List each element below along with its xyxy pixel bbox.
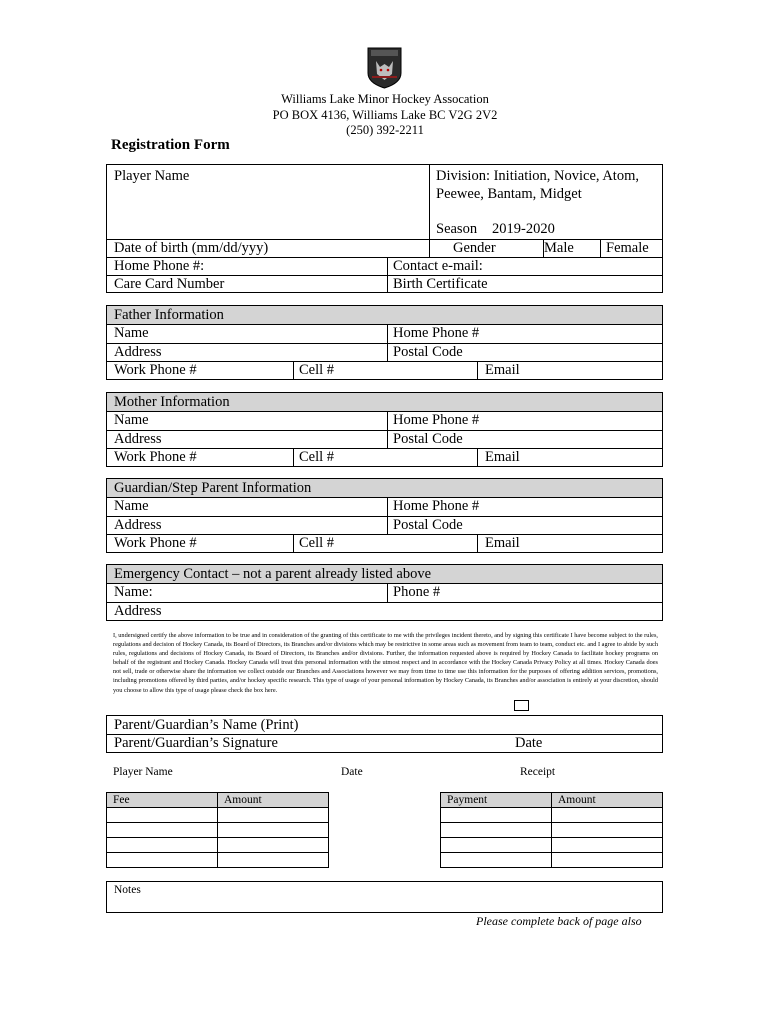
contact-email-label[interactable]: Contact e-mail:: [393, 258, 483, 274]
care-card-label[interactable]: Care Card Number: [114, 276, 225, 292]
fee-cell[interactable]: [107, 853, 218, 868]
org-phone: (250) 392-2211: [346, 123, 424, 137]
consent-paragraph: I, undersigned certify the above information to be true and in consideration of the granting of this certificate to me with the privileges incident thereto, and by signing this certificate I have become subject to the rules, regulations and decision of Hockey Canada, its Board of Directors, its Branches and/or divisions which may be restrictive in some areas such as movement from team to team, conduct etc. and I agree to abide by such rules, regulations and decisions of Hockey Canada, its Board of Directors, its Branches and/or divisions. Further, the information requested above is required by Hockey Canada to facilitate hockey programs on behalf of the registrant and Hockey Canada. Hockey Canada will treat this personal information with the utmost respect and in accordance with the Hockey Canada Privacy Policy at all times. Hockey Canada does not sell, trade or otherwise share the information we collect outside our Branches and Associations however we may from time to time use this information for the purposes of offering addition services, promotions, including promotions offered by third parties, and/or hockey specific research. This type of usage of your personal information by Hockey Canada, its Branches and/or association is entirely at your discretion, should you choose to allow this type of usage please check the box here.: [113, 632, 658, 694]
parent-name-label[interactable]: Parent/Guardian’s Name (Print): [114, 717, 299, 733]
fee-cell[interactable]: [107, 838, 218, 853]
emergency-heading: Emergency Contact – not a parent already listed above: [114, 566, 432, 582]
mother-cell-label[interactable]: Cell #: [299, 449, 335, 465]
guardian-name-label[interactable]: Name: [114, 498, 149, 514]
association-logo: [367, 47, 402, 89]
guardian-email-label[interactable]: Email: [485, 535, 520, 551]
gender-male-option[interactable]: Male: [544, 240, 574, 256]
player-section: [106, 164, 663, 293]
mother-email-label[interactable]: Email: [485, 449, 520, 465]
office-player-name-label: Player Name: [113, 766, 173, 778]
fee-header: Fee: [107, 793, 218, 808]
org-name: Williams Lake Minor Hockey Assocation: [281, 92, 489, 106]
gender-female-option[interactable]: Female: [606, 240, 649, 256]
parent-signature-label[interactable]: Parent/Guardian’s Signature: [114, 735, 278, 751]
org-address: PO BOX 4136, Williams Lake BC V2G 2V2: [272, 108, 498, 122]
fee-amount-cell[interactable]: [218, 853, 329, 868]
father-cell-label[interactable]: Cell #: [299, 362, 335, 378]
emergency-name-label[interactable]: Name:: [114, 584, 153, 600]
payment-amount-cell[interactable]: [552, 853, 663, 868]
fee-amount-cell[interactable]: [218, 823, 329, 838]
gender-label: Gender: [453, 240, 496, 256]
footer-note: Please complete back of page also: [476, 914, 642, 928]
payment-amount-header: Amount: [552, 793, 663, 808]
signature-date-label[interactable]: Date: [515, 735, 543, 751]
emergency-phone-label[interactable]: Phone #: [393, 584, 441, 600]
guardian-cell-label[interactable]: Cell #: [299, 535, 335, 551]
birth-certificate-label[interactable]: Birth Certificate: [393, 276, 488, 292]
payment-amount-cell[interactable]: [552, 808, 663, 823]
form-title: Registration Form: [111, 137, 230, 153]
father-section: [106, 305, 663, 380]
payment-cell[interactable]: [441, 823, 552, 838]
father-postal-label[interactable]: Postal Code: [393, 344, 463, 360]
father-work-phone-label[interactable]: Work Phone #: [114, 362, 197, 378]
guardian-section: [106, 478, 663, 553]
father-email-label[interactable]: Email: [485, 362, 520, 378]
guardian-home-phone-label[interactable]: Home Phone #: [393, 498, 480, 514]
mother-postal-label[interactable]: Postal Code: [393, 431, 463, 447]
guardian-work-phone-label[interactable]: Work Phone #: [114, 535, 197, 551]
fee-amount-cell[interactable]: [218, 838, 329, 853]
consent-checkbox[interactable]: [514, 700, 529, 711]
fee-amount-cell[interactable]: [218, 808, 329, 823]
notes-box[interactable]: [106, 881, 663, 913]
father-heading: Father Information: [114, 307, 224, 323]
guardian-postal-label[interactable]: Postal Code: [393, 517, 463, 533]
mother-address-label[interactable]: Address: [114, 431, 162, 447]
fee-cell[interactable]: [107, 823, 218, 838]
payment-cell[interactable]: [441, 853, 552, 868]
payment-table: [440, 792, 663, 868]
mother-name-label[interactable]: Name: [114, 412, 149, 428]
emergency-section: [106, 564, 663, 621]
payment-cell[interactable]: [441, 808, 552, 823]
fee-cell[interactable]: [107, 808, 218, 823]
notes-label: Notes: [114, 884, 141, 896]
mother-home-phone-label[interactable]: Home Phone #: [393, 412, 480, 428]
division-line2: Peewee, Bantam, Midget: [436, 186, 582, 202]
guardian-heading: Guardian/Step Parent Information: [114, 480, 312, 496]
office-receipt-label: Receipt: [520, 766, 556, 778]
dob-label[interactable]: Date of birth (mm/dd/yyy): [114, 240, 269, 256]
division-line1: Division: Initiation, Novice, Atom,: [436, 168, 639, 184]
player-name-label[interactable]: Player Name: [114, 168, 190, 184]
mother-work-phone-label[interactable]: Work Phone #: [114, 449, 197, 465]
father-home-phone-label[interactable]: Home Phone #: [393, 325, 480, 341]
payment-amount-cell[interactable]: [552, 838, 663, 853]
emergency-address-label[interactable]: Address: [114, 603, 162, 619]
payment-amount-cell[interactable]: [552, 823, 663, 838]
guardian-address-label[interactable]: Address: [114, 517, 162, 533]
signature-section: [106, 715, 663, 753]
fee-table: [106, 792, 329, 868]
office-date-label: Date: [341, 766, 363, 778]
mother-heading: Mother Information: [114, 394, 230, 410]
season-label: Season: [436, 221, 478, 237]
season-value: 2019-2020: [492, 221, 555, 237]
father-address-label[interactable]: Address: [114, 344, 162, 360]
mother-section: [106, 392, 663, 467]
father-name-label[interactable]: Name: [114, 325, 149, 341]
fee-amount-header: Amount: [218, 793, 329, 808]
payment-cell[interactable]: [441, 838, 552, 853]
payment-header: Payment: [441, 793, 552, 808]
home-phone-label[interactable]: Home Phone #:: [114, 258, 205, 274]
